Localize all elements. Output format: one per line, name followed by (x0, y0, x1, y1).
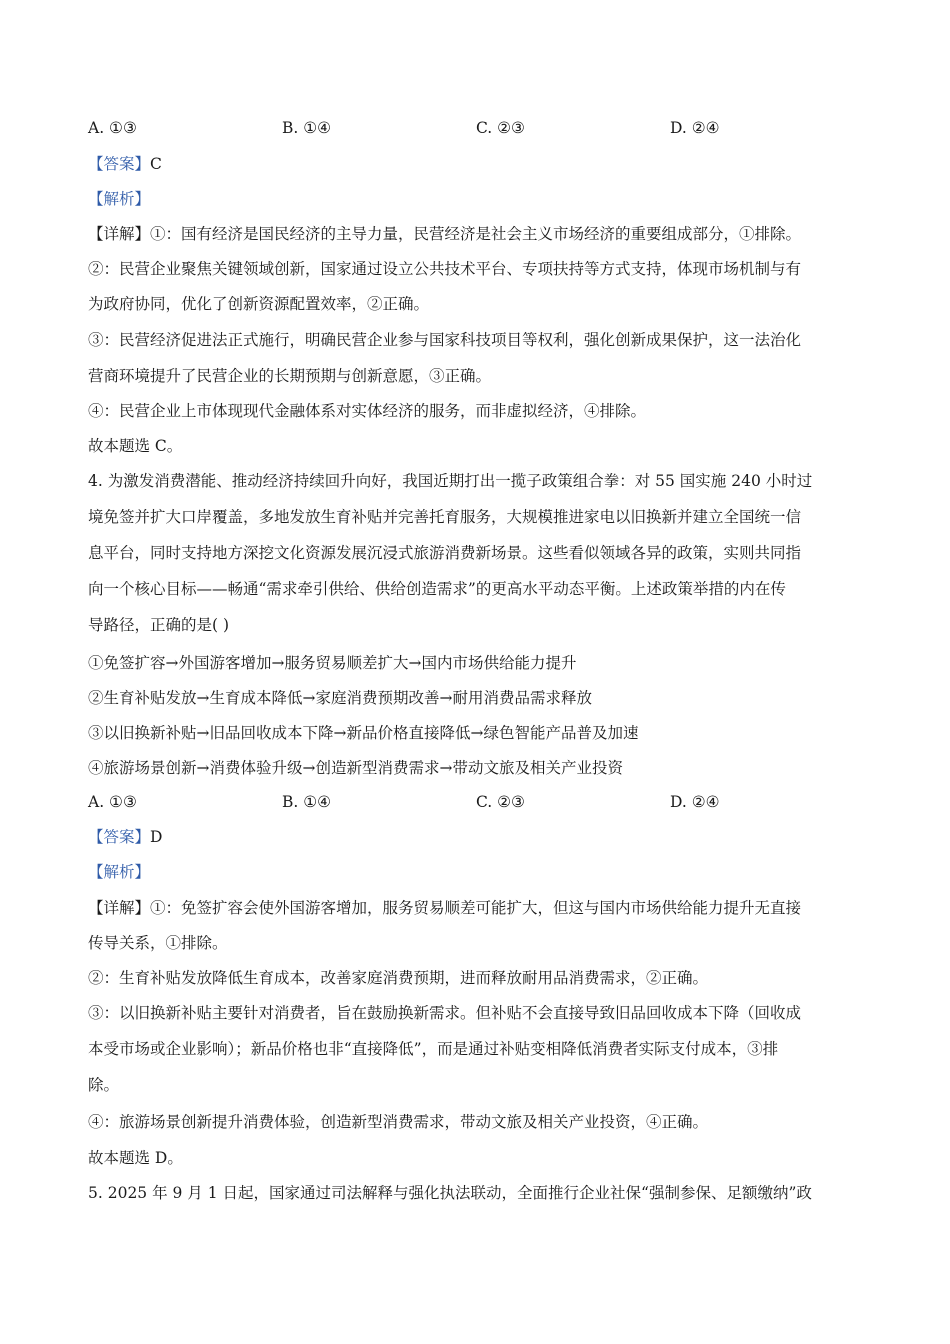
q3-answer-row (88, 153, 863, 175)
q4-stem-line-5: 导路径，正确的是( ) (88, 616, 230, 634)
q3-option-b: B. ①④ (282, 119, 332, 137)
q3-conclusion: 故本题选 C。 (88, 437, 183, 455)
q4-detail-line-1 (88, 897, 863, 919)
q4-option-d: D. ②④ (670, 793, 720, 811)
q4-item-1: ①免签扩容→外国游客增加→服务贸易顺差扩大→国内市场供给能力提升 (88, 654, 577, 672)
q3-detail-line-6: ④：民营企业上市体现现代金融体系对实体经济的服务，而非虚拟经济，④排除。 (88, 402, 647, 420)
detail-tag: 【详解】 (88, 225, 151, 243)
analysis-tag: 【解析】 (88, 190, 151, 208)
q4-option-c: C. ②③ (476, 793, 525, 811)
answer-tag: 【答案】 (88, 828, 151, 846)
q4-analysis-row (88, 861, 863, 883)
q4-stem-line-2: 境免签并扩大口岸覆盖，多地发放生育补贴并完善托育服务，大规模推进家电以旧换新并建立全国统一信 (88, 508, 802, 526)
q4-item-2: ②生育补贴发放→生育成本降低→家庭消费预期改善→耐用消费品需求释放 (88, 689, 592, 707)
q4-option-a: A. ①③ (88, 793, 137, 811)
q3-detail-text: ①：国有经济是国民经济的主导力量，民营经济是社会主义市场经济的重要组成部分，①排除。 (150, 225, 802, 243)
q4-stem-line-1: 4. 为激发消费潜能、推动经济持续回升向好，我国近期打出一揽子政策组合拳：对 55 国实施 240 小时过 (88, 472, 813, 490)
q3-detail-line-2: ②：民营企业聚焦关键领域创新，国家通过设立公共技术平台、专项扶持等方式支持，体现市场机制与有 (88, 260, 802, 278)
q4-detail-line-6: 除。 (88, 1076, 120, 1094)
analysis-tag: 【解析】 (88, 863, 151, 881)
q3-detail-line-3: 为政府协同，优化了创新资源配置效率，②正确。 (88, 295, 430, 313)
q4-detail-text: ①：免签扩容会使外国游客增加，服务贸易顺差可能扩大，但这与国内市场供给能力提升无直接 (150, 899, 802, 917)
q4-detail-line-2: 传导关系，①排除。 (88, 934, 228, 952)
q3-option-d: D. ②④ (670, 119, 720, 137)
answer-tag: 【答案】 (88, 155, 151, 173)
q4-answer: D (150, 828, 163, 846)
q4-detail-line-5: 本受市场或企业影响）；新品价格也非“直接降低”，而是通过补贴变相降低消费者实际支付成本，③排 (88, 1040, 779, 1058)
q3-option-c: C. ②③ (476, 119, 525, 137)
q4-detail-line-7: ④：旅游场景创新提升消费体验，创造新型消费需求，带动文旅及相关产业投资，④正确。 (88, 1113, 709, 1131)
q4-option-b: B. ①④ (282, 793, 332, 811)
q4-detail-line-3: ②：生育补贴发放降低生育成本，改善家庭消费预期，进而释放耐用品消费需求，②正确。 (88, 969, 709, 987)
q3-detail-line-1 (88, 223, 863, 245)
q4-answer-row (88, 826, 863, 848)
q4-item-3: ③以旧换新补贴→旧品回收成本下降→新品价格直接降低→绿色智能产品普及加速 (88, 724, 639, 742)
q3-option-a: A. ①③ (88, 119, 137, 137)
q4-item-4: ④旅游场景创新→消费体验升级→创造新型消费需求→带动文旅及相关产业投资 (88, 759, 623, 777)
q4-stem-line-4: 向一个核心目标——畅通“需求牵引供给、供给创造需求”的更高水平动态平衡。上述政策举措的内在传 (88, 580, 786, 598)
q4-stem-line-3: 息平台，同时支持地方深挖文化资源发展沉浸式旅游消费新场景。这些看似领域各异的政策，实则共同指 (88, 544, 802, 562)
q4-detail-line-4: ③：以旧换新补贴主要针对消费者，旨在鼓励换新需求。但补贴不会直接导致旧品回收成本下降（回收成 (88, 1004, 802, 1022)
q3-detail-line-5: 营商环境提升了民营企业的长期预期与创新意愿，③正确。 (88, 367, 492, 385)
q3-analysis-row (88, 188, 863, 210)
q3-detail-line-4: ③：民营经济促进法正式施行，明确民营企业参与国家科技项目等权利，强化创新成果保护，这一法治化 (88, 331, 802, 349)
q4-conclusion: 故本题选 D。 (88, 1149, 183, 1167)
detail-tag: 【详解】 (88, 899, 151, 917)
q3-answer: C (150, 155, 162, 173)
q5-stem-line-1: 5. 2025 年 9 月 1 日起，国家通过司法解释与强化执法联动，全面推行企业社保“强制参保、足额缴纳”政 (88, 1184, 812, 1202)
